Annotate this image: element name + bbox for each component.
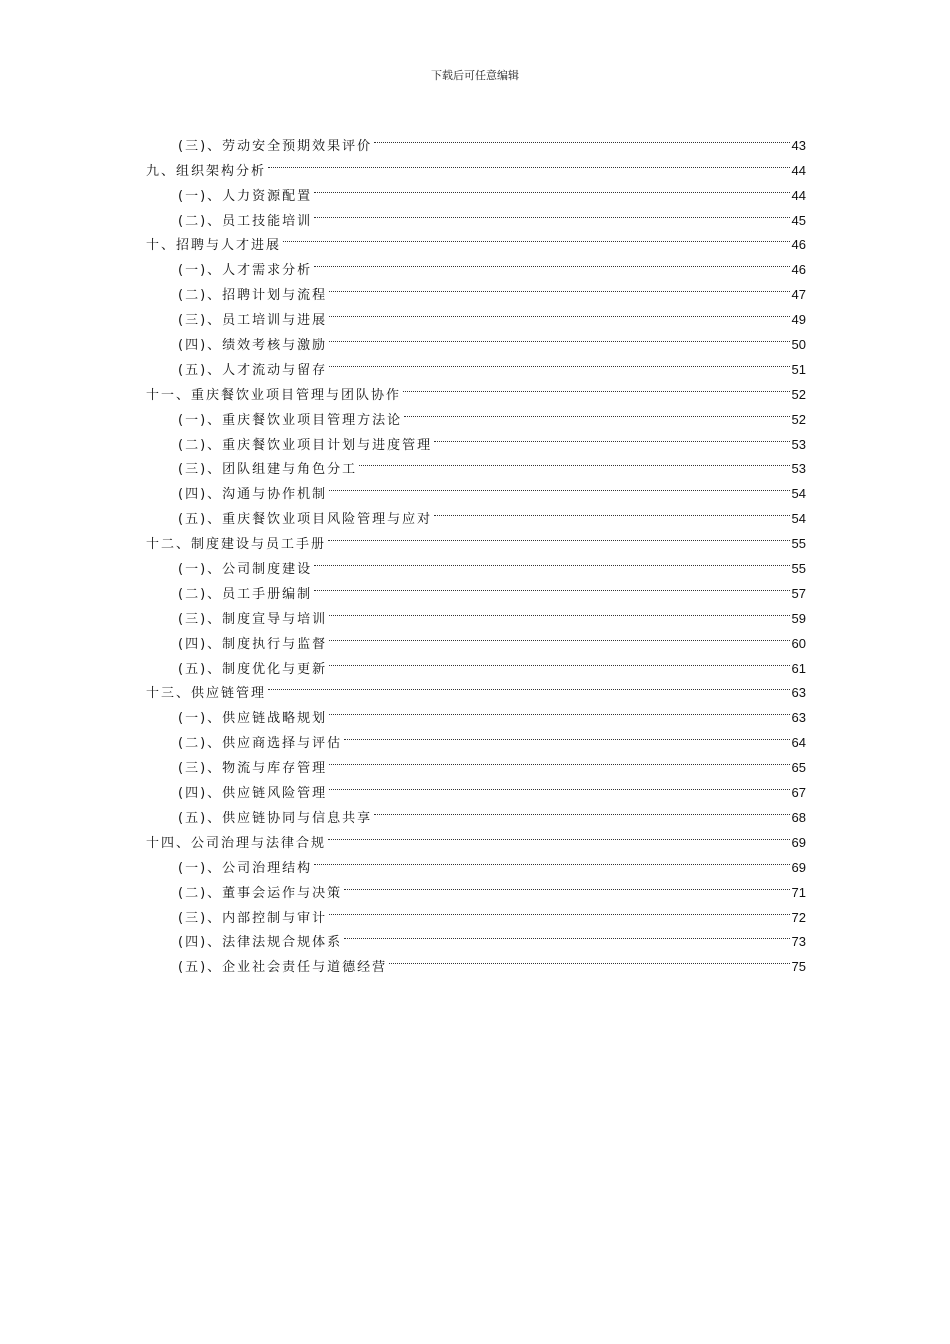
toc-entry-page-number: 65 [791, 760, 806, 776]
toc-dot-leader [329, 324, 789, 349]
toc-entry-title: (三)、劳动安全预期效果评价 [178, 138, 373, 154]
toc-entry-title: (三)、制度宣导与培训 [178, 611, 328, 627]
toc-entry-title: (三)、员工培训与进展 [178, 313, 328, 329]
toc-entry-title: (五)、企业社会责任与道德经营 [178, 960, 388, 976]
toc-entry-page-number: 61 [791, 660, 806, 676]
toc-dot-leader [314, 847, 789, 872]
toc-entry-page-number: 44 [791, 162, 806, 178]
toc-dot-leader [329, 598, 789, 623]
toc-dot-leader [434, 424, 789, 449]
toc-entry-title: 十三、供应链管理 [146, 686, 267, 702]
toc-entry-title: (二)、董事会运作与决策 [178, 885, 343, 901]
toc-entry-title: (二)、员工技能培训 [178, 213, 313, 229]
toc-entry-page-number: 60 [791, 635, 806, 651]
toc-entry-page-number: 72 [791, 909, 806, 925]
toc-entry-page-number: 64 [791, 735, 806, 751]
toc-entry-page-number: 51 [791, 361, 806, 377]
toc-entry-title: (五)、制度优化与更新 [178, 661, 328, 677]
toc-entry-page-number: 53 [791, 461, 806, 477]
toc-entry-title: (五)、重庆餐饮业项目风险管理与应对 [178, 512, 433, 528]
toc-entry-title: 九、组织架构分析 [146, 163, 267, 179]
toc-entry-title: (二)、员工手册编制 [178, 586, 313, 602]
toc-entry-page-number: 44 [791, 187, 806, 203]
toc-dot-leader [344, 872, 789, 897]
toc-dot-leader [344, 922, 789, 947]
toc-dot-leader [314, 249, 789, 274]
toc-entry-title: (三)、团队组建与角色分工 [178, 462, 358, 478]
toc-entry-title: 十二、制度建设与员工手册 [146, 537, 327, 553]
toc-entry-title: (一)、人力资源配置 [178, 188, 313, 204]
table-of-contents [146, 125, 806, 976]
toc-entry-page-number: 67 [791, 785, 806, 801]
toc-entry-page-number: 52 [791, 411, 806, 427]
toc-entry-title: (四)、沟通与协作机制 [178, 487, 328, 503]
toc-entry-title: (一)、人才需求分析 [178, 263, 313, 279]
toc-entry-page-number: 49 [791, 312, 806, 328]
toc-dot-leader [329, 473, 789, 498]
toc-entry-page-number: 63 [791, 710, 806, 726]
toc-entry-title: 十、招聘与人才进展 [146, 238, 282, 254]
toc-dot-leader [329, 349, 789, 374]
toc-entry-page-number: 46 [791, 262, 806, 278]
toc-dot-leader [268, 150, 790, 175]
toc-dot-leader [314, 175, 789, 200]
toc-dot-leader [283, 225, 790, 250]
toc-entry-title: (四)、法律法规合规体系 [178, 935, 343, 951]
toc-dot-leader [329, 299, 789, 324]
toc-entry-title: (二)、招聘计划与流程 [178, 288, 328, 304]
toc-entry-page-number: 75 [791, 959, 806, 975]
toc-dot-leader [389, 946, 789, 971]
toc-dot-leader [314, 573, 789, 598]
toc-entry-title: 十一、重庆餐饮业项目管理与团队协作 [146, 387, 402, 403]
toc-dot-leader [328, 523, 790, 548]
toc-entry-title: (三)、物流与库存管理 [178, 761, 328, 777]
toc-entry-title: (四)、供应链风险管理 [178, 786, 328, 802]
toc-entry-page-number: 54 [791, 486, 806, 502]
toc-entry-title: (五)、供应链协同与信息共享 [178, 810, 373, 826]
toc-dot-leader [329, 648, 789, 673]
toc-entry-page-number: 55 [791, 536, 806, 552]
toc-entry-title: (二)、供应商选择与评估 [178, 736, 343, 752]
toc-dot-leader [374, 797, 789, 822]
toc-entry-page-number: 69 [791, 859, 806, 875]
toc-dot-leader [329, 772, 789, 797]
toc-entry-page-number: 50 [791, 337, 806, 353]
toc-dot-leader [314, 548, 789, 573]
toc-entry-page-number: 71 [791, 884, 806, 900]
toc-entry-title: (二)、重庆餐饮业项目计划与进度管理 [178, 437, 433, 453]
toc-entry-page-number: 63 [791, 685, 806, 701]
toc-entry-title: (一)、重庆餐饮业项目管理方法论 [178, 412, 403, 428]
toc-dot-leader [329, 274, 789, 299]
toc-section-entry[interactable] [146, 125, 806, 154]
toc-entry-page-number: 46 [791, 237, 806, 253]
toc-entry-page-number: 43 [791, 137, 806, 153]
toc-dot-leader [314, 200, 789, 225]
toc-entry-page-number: 59 [791, 610, 806, 626]
toc-entry-title: (五)、人才流动与留存 [178, 362, 328, 378]
toc-dot-leader [329, 897, 789, 922]
toc-entry-title: (三)、内部控制与审计 [178, 910, 328, 926]
toc-entry-title: (一)、供应链战略规划 [178, 711, 328, 727]
toc-dot-leader [374, 125, 789, 150]
toc-entry-page-number: 45 [791, 212, 806, 228]
toc-entry-title: (四)、绩效考核与激励 [178, 338, 328, 354]
toc-dot-leader [434, 498, 789, 523]
toc-entry-page-number: 53 [791, 436, 806, 452]
toc-dot-leader [329, 623, 789, 648]
toc-dot-leader [344, 722, 789, 747]
toc-entry-page-number: 52 [791, 386, 806, 402]
header-note: 下载后可任意编辑 [431, 69, 519, 82]
toc-entry-page-number: 73 [791, 934, 806, 950]
toc-dot-leader [403, 374, 790, 399]
toc-entry-page-number: 68 [791, 809, 806, 825]
toc-entry-page-number: 47 [791, 287, 806, 303]
toc-entry-title: 十四、公司治理与法律合规 [146, 835, 327, 851]
toc-entry-title: (四)、制度执行与监督 [178, 636, 328, 652]
toc-dot-leader [404, 399, 789, 424]
toc-dot-leader [329, 697, 789, 722]
toc-entry-title: (一)、公司制度建设 [178, 562, 313, 578]
toc-entry-page-number: 55 [791, 561, 806, 577]
toc-dot-leader [359, 449, 789, 474]
toc-entry-page-number: 54 [791, 511, 806, 527]
toc-dot-leader [268, 673, 790, 698]
toc-entry-title: (一)、公司治理结构 [178, 860, 313, 876]
toc-entry-page-number: 57 [791, 585, 806, 601]
toc-entry-page-number: 69 [791, 834, 806, 850]
toc-dot-leader [328, 822, 790, 847]
toc-dot-leader [329, 747, 789, 772]
